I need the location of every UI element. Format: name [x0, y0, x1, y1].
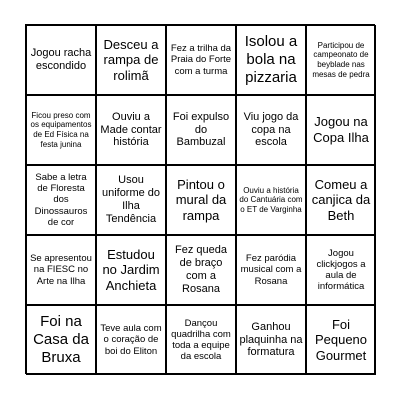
bingo-cell-text: Fez a trilha da Praia do Forte com a turma	[170, 43, 232, 77]
bingo-cell-text: Teve aula com o coração de boi do Eliton	[100, 323, 162, 357]
bingo-cell-text: Foi expulso do Bambuzal	[172, 110, 230, 149]
bingo-cell[interactable]	[236, 25, 306, 95]
bingo-cell[interactable]	[96, 305, 166, 375]
bingo-cell-text: Ouviu a história do Cantuária com o ET de Varginha	[239, 185, 303, 214]
bingo-cell[interactable]	[306, 305, 376, 375]
bingo-cell[interactable]	[236, 95, 306, 165]
bingo-cell[interactable]	[166, 305, 236, 375]
bingo-cell[interactable]	[236, 305, 306, 375]
bingo-cell-text: Dançou quadrilha com toda a equipe da escola	[171, 317, 231, 363]
bingo-cell[interactable]	[166, 95, 236, 165]
bingo-cell-text: Ouviu a Made contar história	[100, 110, 162, 149]
bingo-cell[interactable]	[236, 165, 306, 235]
bingo-cell-text: Pintou o mural da rampa	[175, 176, 227, 223]
bingo-cell-text: Jogou clickjogos a aula de informática	[316, 247, 366, 293]
bingo-cell[interactable]	[306, 95, 376, 165]
bingo-cell-text: Se apresentou na FIESC no Arte na Ilha	[30, 253, 92, 287]
bingo-cell-text: Foi na Casa da Bruxa	[33, 313, 89, 366]
bingo-cell-text: Comeu a canjica da Beth	[311, 176, 371, 223]
bingo-cell[interactable]	[26, 95, 96, 165]
bingo-cell[interactable]	[306, 165, 376, 235]
bingo-cell[interactable]	[166, 165, 236, 235]
bingo-cell[interactable]	[26, 305, 96, 375]
bingo-cell-text: Usou uniforme do Ilha Tendência	[101, 174, 161, 225]
bingo-cell[interactable]	[26, 25, 96, 95]
bingo-cell[interactable]	[96, 165, 166, 235]
bingo-cell[interactable]	[26, 235, 96, 305]
bingo-cell-text: Fez queda de braço com a Rosana	[175, 244, 227, 295]
bingo-cell[interactable]	[166, 235, 236, 305]
bingo-cell[interactable]	[306, 235, 376, 305]
bingo-cell-text: Ganhou plaquinha na formatura	[239, 320, 303, 359]
bingo-cell-text: Jogou na Copa Ilha	[313, 114, 369, 145]
bingo-cell[interactable]	[96, 25, 166, 95]
bingo-cell-text: Sabe a letra de Floresta dos Dinossauros de cor	[34, 171, 88, 228]
bingo-cell-text: Foi Pequeno Gourmet	[314, 316, 368, 363]
bingo-cell-text: Viu jogo da copa na escola	[243, 110, 299, 149]
bingo-cell[interactable]	[96, 235, 166, 305]
bingo-cell-text: Participou de campeonato de beyblade nas mesas de pedra	[312, 40, 370, 79]
bingo-cell[interactable]	[236, 235, 306, 305]
bingo-cell-text: Fez paródia musical com a Rosana	[240, 253, 302, 287]
bingo-cell[interactable]	[166, 25, 236, 95]
bingo-cell-text: Isolou a bola na pizzaria	[244, 33, 298, 86]
bingo-cell[interactable]	[96, 95, 166, 165]
bingo-cell[interactable]	[26, 165, 96, 235]
bingo-cell[interactable]	[306, 25, 376, 95]
bingo-board	[25, 24, 375, 374]
bingo-cell-text: Desceu a rampa de rolimã	[103, 36, 159, 83]
bingo-cell-text: Estudou no Jardim Anchieta	[102, 246, 160, 293]
bingo-cell-text: Jogou racha escondido	[30, 47, 92, 72]
bingo-cell-text: Ficou preso com os equipamentos de Ed Física na festa junina	[30, 110, 92, 149]
